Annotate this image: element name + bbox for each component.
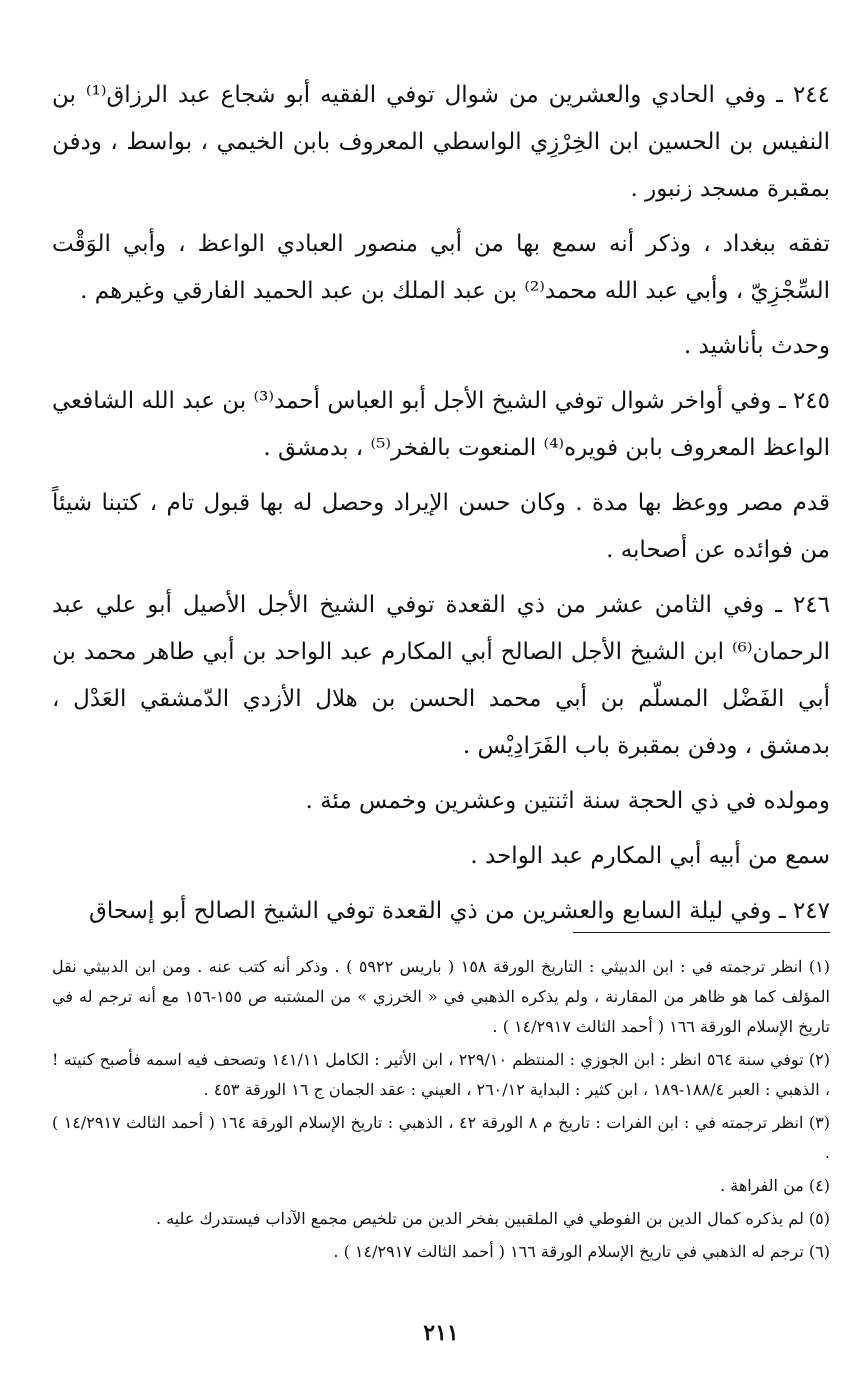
footnote-5: (٥) لم يذكره كمال الدين بن الفوطي في الملقبين بفخر الدين من تلخيص مجمع الآداب فيستدرك عليه . — [155, 1209, 830, 1228]
page-number: ٢١١ — [423, 1320, 459, 1346]
entry-246-hearing: سمع من أبيه أبي المكارم عبد الواحد . — [470, 843, 830, 869]
footnote-4: (٤) من الفراهة . — [720, 1176, 830, 1195]
footnote-2: (٢) توفي سنة ٥٦٤ انظر : ابن الجوزي : المنتظم ٢٢٩/١٠ ، ابن الأثير : الكامل ١٤١/١١ وتصحف فيه اسمه فأصبح كنيته ! ، الذهبي : العبر ١٨٨/٤-١٨٩ ، ابن كثير : البداية ٢٦٠/١٢ ، العيني : عقد الجمان ج ١٦ الورقة ٤٥٣ . — [52, 1050, 831, 1099]
entry-245: ٢٤٥ ـ وفي أواخر شوال توفي الشيخ الأجل أبو العباس أحمد⁽³⁾ بن عبد الله الشافعي الواعظ المعروف بابن فويره⁽⁴⁾ المنعوت بالفخر⁽⁵⁾ ، بدمشق . — [52, 388, 830, 461]
entry-244-study: تفقه ببغداد ، وذكر أنه سمع بها من أبي منصور العبادي الواعظ ، وأبي الوَقْت السِّجْزِيّ ، وأبي عبد الله محمد⁽²⁾ بن عبد الملك بن عبد الحميد الفارقي وغيرهم . — [52, 231, 830, 304]
entry-245-details: قدم مصر ووعظ بها مدة . وكان حسن الإيراد وحصل له بها قبول تام ، كتبنا شيئاً من فوائده عن أصحابه . — [52, 490, 830, 563]
footnote-1: (١) انظر ترجمته في : ابن الدبيثي : التاريخ الورقة ١٥٨ ( باريس ٥٩٢٢ ) . وذكر أنه كتب عنه . ومن ابن الدبيثي نقل المؤلف كما هو ظاهر من المقارنة ، ولم يذكره الذهبي في « الخرزي » من المشتبه ص ١٥٥-١٥٦ مع أنه ترجم له في تاريخ الإسلام الورقة ١٦٦ ( أحمد الثالث ١٤/٢٩١٧ ) . — [52, 957, 831, 1036]
entry-246: ٢٤٦ ـ وفي الثامن عشر من ذي القعدة توفي الشيخ الأجل الأصيل أبو علي عبد الرحمان⁽⁶⁾ ابن الشيخ الأجل الصالح أبي المكارم عبد الواحد بن أبي طاهر محمد بن أبي الفَضْل المسلّم بن أبي محمد الحسن بن هلال الأزدي الدّمشقي العَدْل ، بدمشق ، ودفن بمقبرة باب الفَرَادِيْس . — [52, 592, 830, 759]
footnote-3: (٣) انظر ترجمته في : ابن الفرات : تاريخ م ٨ الورقة ٤٢ ، الذهبي : تاريخ الإسلام الورقة ١٦٤ ( أحمد الثالث ١٤/٢٩١٧ ) . — [52, 1113, 830, 1162]
entry-247: ٢٤٧ ـ وفي ليلة السابع والعشرين من ذي القعدة توفي الشيخ الصالح أبو إسحاق — [88, 898, 830, 924]
footnote-6: (٦) ترجم له الذهبي في تاريخ الإسلام الورقة ١٦٦ ( أحمد الثالث ١٤/٢٩١٧ ) . — [333, 1242, 830, 1261]
main-text — [52, 72, 830, 935]
entry-246-birth: ومولده في ذي الحجة سنة اثنتين وعشرين وخمس مئة . — [305, 788, 830, 814]
page-content — [52, 72, 831, 1346]
entry-244-narration: وحدث بأناشيد . — [683, 333, 830, 359]
entry-244: ٢٤٤ ـ وفي الحادي والعشرين من شوال توفي الفقيه أبو شجاع عبد الرزاق⁽¹⁾ بن النفيس بن الحسين ابن الخِرْزِي الواسطي المعروف بابن الخيمي ، بواسط ، ودفن بمقبرة مسجد زنبور . — [52, 82, 830, 202]
footnote-separator — [573, 932, 830, 933]
footnotes — [52, 952, 830, 1270]
